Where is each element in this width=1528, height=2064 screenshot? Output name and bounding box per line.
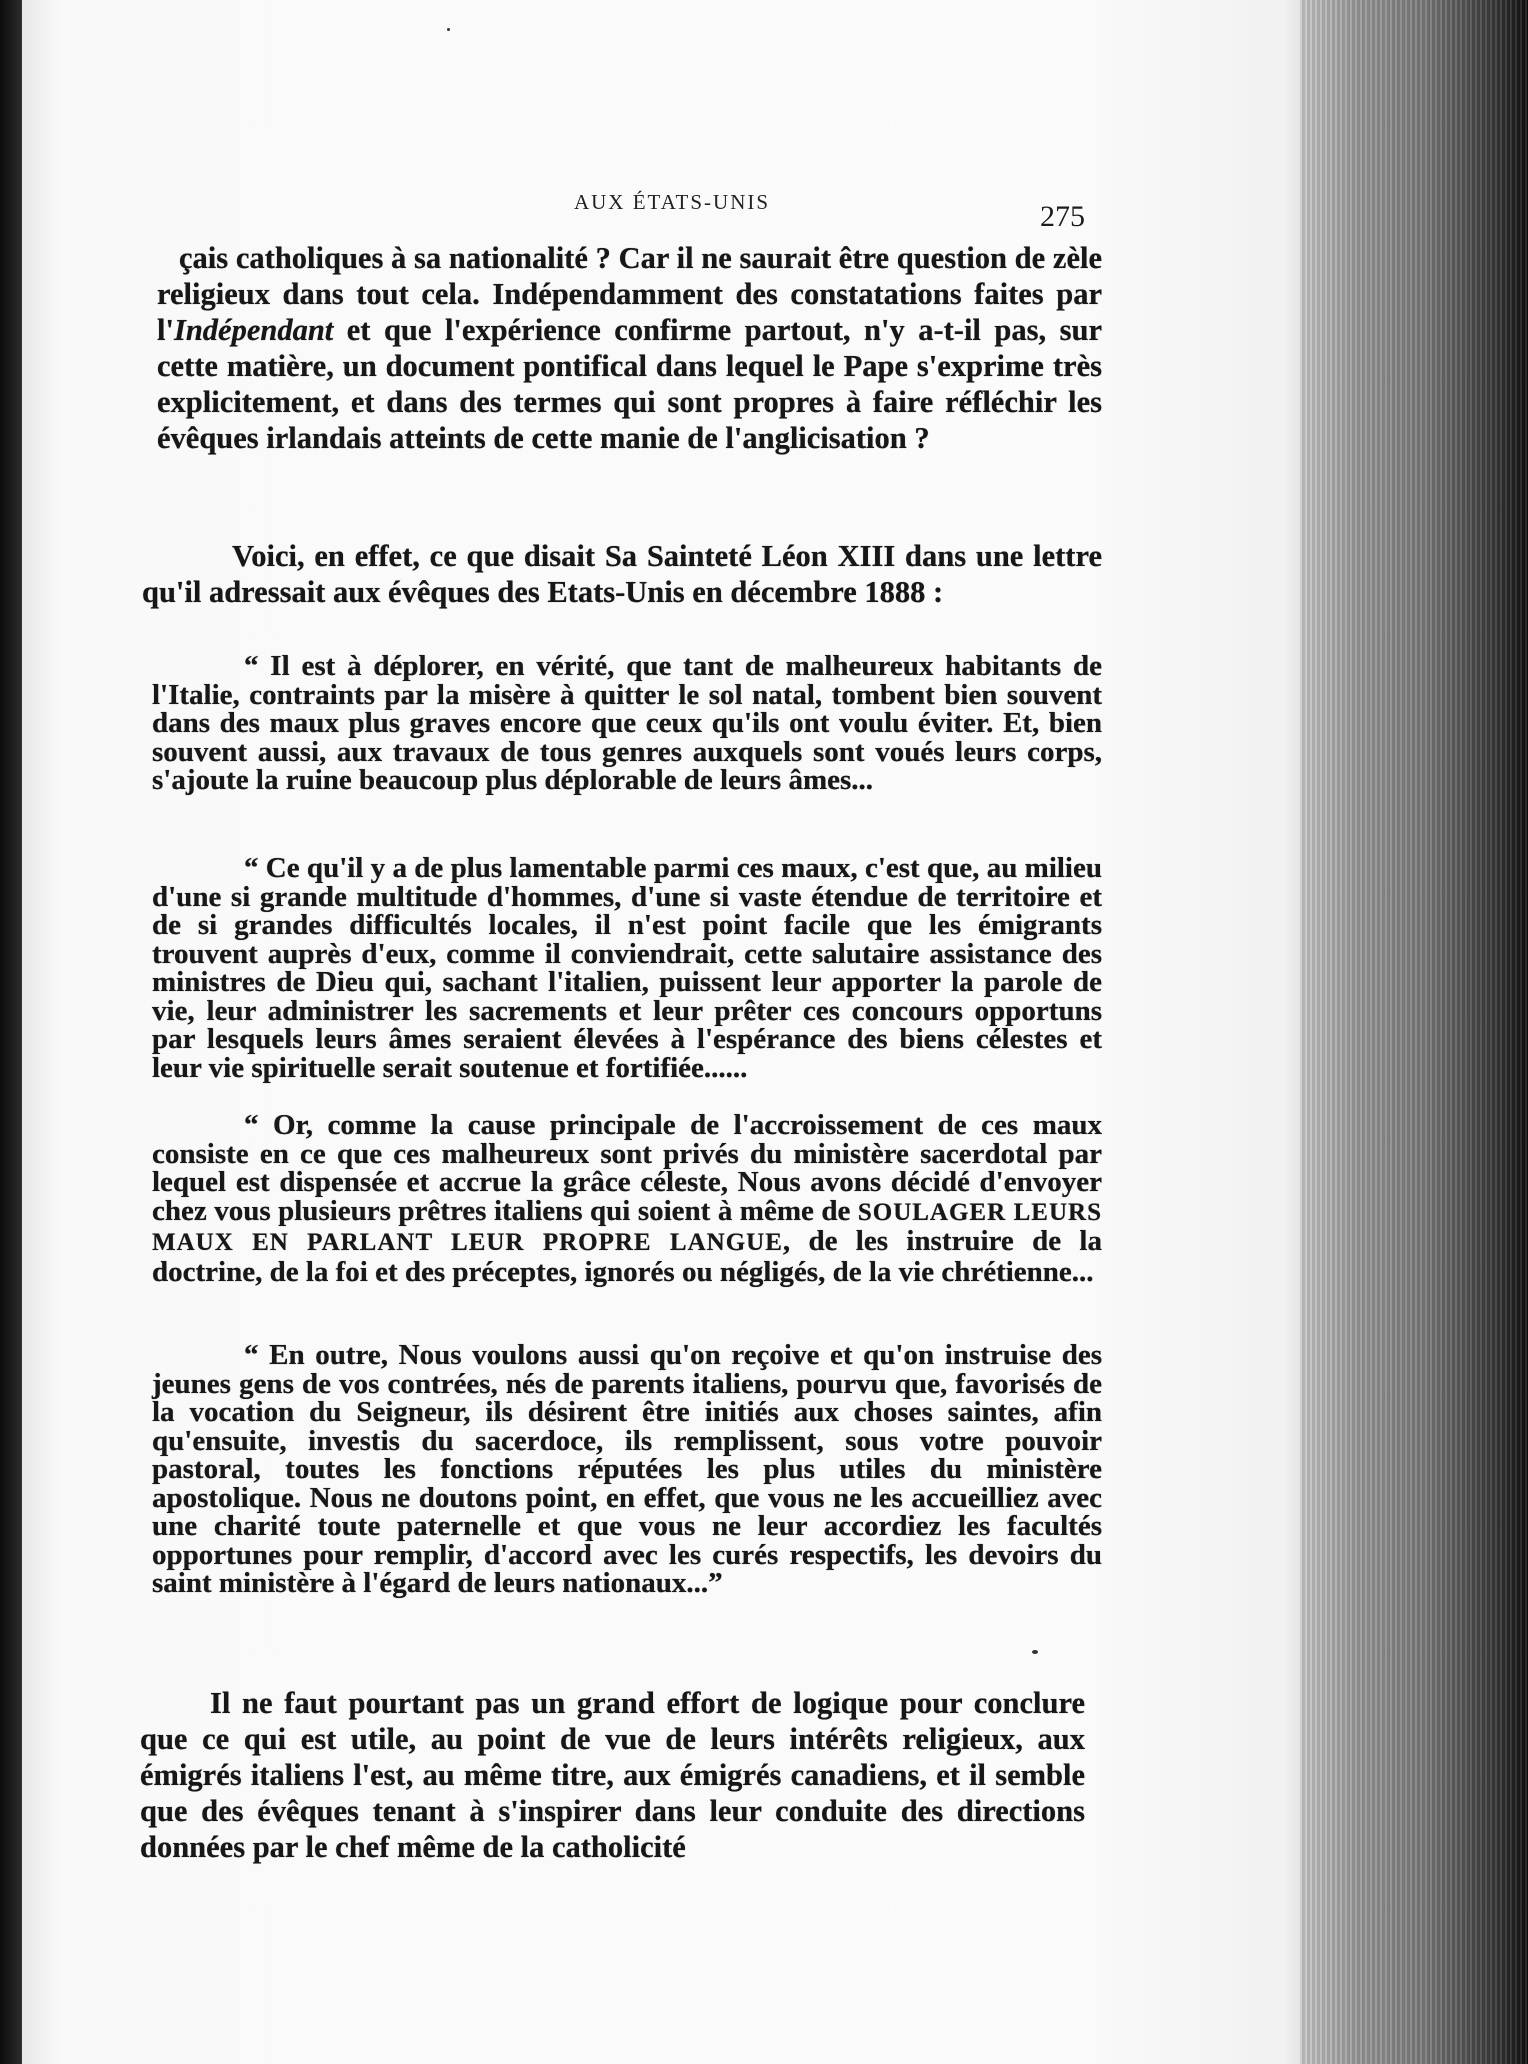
page-stack-edges [1300,0,1528,2064]
quote-paragraph-2: “ Ce qu'il y a de plus lamentable parmi ces maux, c'est que, au milieu d'une si grande multitude d'hommes, d'une si vaste étendue de territoire et de si grandes difficultés locales, il n'est point facile que les émigrants trouvent auprès d'eux, comme il conviendrait, cette salutaire assistance des ministres de Dieu qui, sachant l'italien, puissent leur apporter la parole de vie, leur administrer les sacrements et leur prêter ces concours opportuns par lesquels leurs âmes seraient élevées à l'espérance des biens célestes et leur vie spirituelle serait soutenue et fortifiée...... [152,852,1102,1084]
paragraph-1-end: et que l'expérience confirme partout, n'y a-t-il pas, sur cette matière, un document pontifical dans lequel le Pape s'exprime très explicitement, et dans des termes qui sont propres à faire réfléchir les évêques irlandais atteints de cette manie de l'anglicisation ? [157,313,1102,455]
journal-title-italic: Indépendant [173,313,334,347]
running-head: AUX ÉTATS-UNIS [573,190,771,214]
paragraph-1-start: çais catholiques à sa nationalité ? Car il ne saurait être question de zèle religieux dans tout cela. Indépendamment des constatations faites par l' [157,241,1102,347]
quote-3-emphasis-caps: SOULAGER LEURS MAUX EN PARLANT LEUR PROPRE LANGUE [152,1198,1102,1256]
ink-speck [1032,1650,1038,1654]
quote-3-end: , de les instruire de la doctrine, de la foi et des préceptes, ignorés ou négligés, de la vie chrétienne... [152,1225,1102,1288]
final-paragraph: Il ne faut pourtant pas un grand effort de logique pour conclure que ce qui est utile, au point de vue de leurs intérêts religieux, aux émigrés italiens l'est, au même titre, aux émigrés canadiens, et il semble que des évêques tenant à s'inspirer dans leur conduite des directions données par le chef même de la catholicité [140,1686,1085,1864]
quote-paragraph-4: “ En outre, Nous voulons aussi qu'on reçoive et qu'on instruise des jeunes gens de vos contrées, nés de parents italiens, pourvu que, favorisés de la vocation du Seigneur, ils désirent être initiés aux choses saintes, afin qu'ensuite, investis du sacerdoce, ils remplissent, sous votre pouvoir pastoral, toutes les fonctions réputées les plus utiles du ministère apostolique. Nous ne doutons point, en effet, que vous ne les accueilliez avec une charité toute paternelle et que vous ne leur accordiez les facultés opportunes pour remplir, d'accord avec les curés respectifs, les devoirs du saint ministère à l'égard de leurs nationaux...” [152,1339,1102,1599]
book-page [22,0,1322,2064]
page-number: 275 [1040,200,1085,233]
paragraph-2: Voici, en effet, ce que disait Sa Sainteté Léon XIII dans une lettre qu'il adressait aux évêques des Etats-Unis en décembre 1888 : [142,539,1102,609]
ink-speck [447,28,450,31]
quote-3-start: “ Or, comme la cause principale de l'accroissement de ces maux consiste en ce que ces malheureux sont privés du ministère sacerdotal par lequel est dispensée et accrue la grâce céleste, Nous avons décidé d'envoyer chez vous plusieurs prêtres italiens qui soient à même de [152,1109,1102,1227]
paragraph-1 [157,240,1102,456]
quote-paragraph-3 [152,1111,1102,1286]
quote-paragraph-1: “ Il est à déplorer, en vérité, que tant de malheureux habitants de l'Italie, contraints par la misère à quitter le sol natal, tombent bien souvent dans des maux plus graves encore que ceux qu'ils ont voulu éviter. Et, bien souvent aussi, aux travaux de tous genres auxquels sont voués leurs corps, s'ajoute la ruine beaucoup plus déplorable de leurs âmes... [152,650,1102,796]
